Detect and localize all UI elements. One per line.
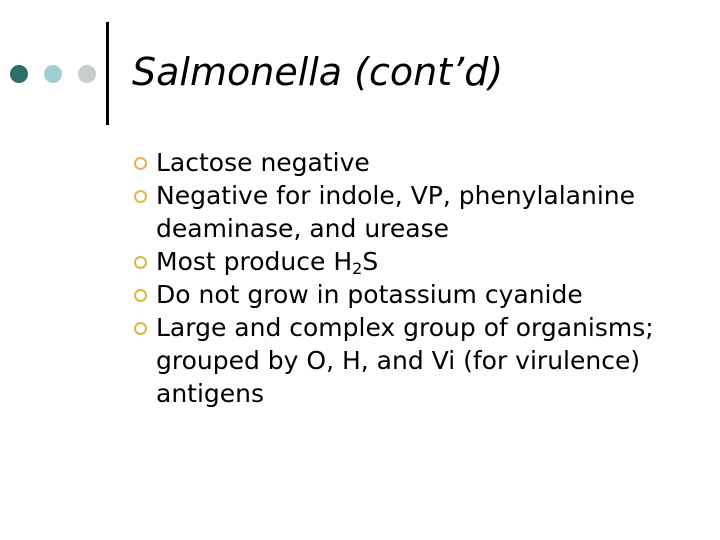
- hollow-circle-bullet-icon: [134, 256, 147, 269]
- bullet-text: Large and complex group of organisms; grouped by O, H, and Vi (for virulence) antigens: [156, 313, 654, 408]
- hollow-circle-bullet-icon: [134, 190, 147, 203]
- bullet-text: Lactose negative: [156, 148, 370, 177]
- decorative-dots: [10, 65, 100, 85]
- light-teal-dot-icon: [44, 65, 62, 83]
- bullet-text: Most produce H: [156, 247, 353, 276]
- subscript-text: 2: [352, 259, 363, 278]
- bullet-item: [132, 278, 692, 311]
- hollow-circle-bullet-icon: [134, 157, 147, 170]
- bullet-item: [132, 311, 692, 410]
- bullet-item: [132, 179, 692, 245]
- bullet-list: [132, 146, 692, 410]
- slide-title: Salmonella (cont’d): [132, 50, 504, 94]
- gray-dot-icon: [78, 65, 96, 83]
- dark-teal-dot-icon: [10, 65, 28, 83]
- bullet-item: [132, 245, 692, 278]
- hollow-circle-bullet-icon: [134, 322, 147, 335]
- hollow-circle-bullet-icon: [134, 289, 147, 302]
- bullet-text-end: S: [362, 247, 379, 276]
- title-divider: [106, 22, 109, 125]
- bullet-item: [132, 146, 692, 179]
- bullet-text: Negative for indole, VP, phenylalanine deaminase, and urease: [156, 181, 635, 243]
- bullet-text: Do not grow in potassium cyanide: [156, 280, 583, 309]
